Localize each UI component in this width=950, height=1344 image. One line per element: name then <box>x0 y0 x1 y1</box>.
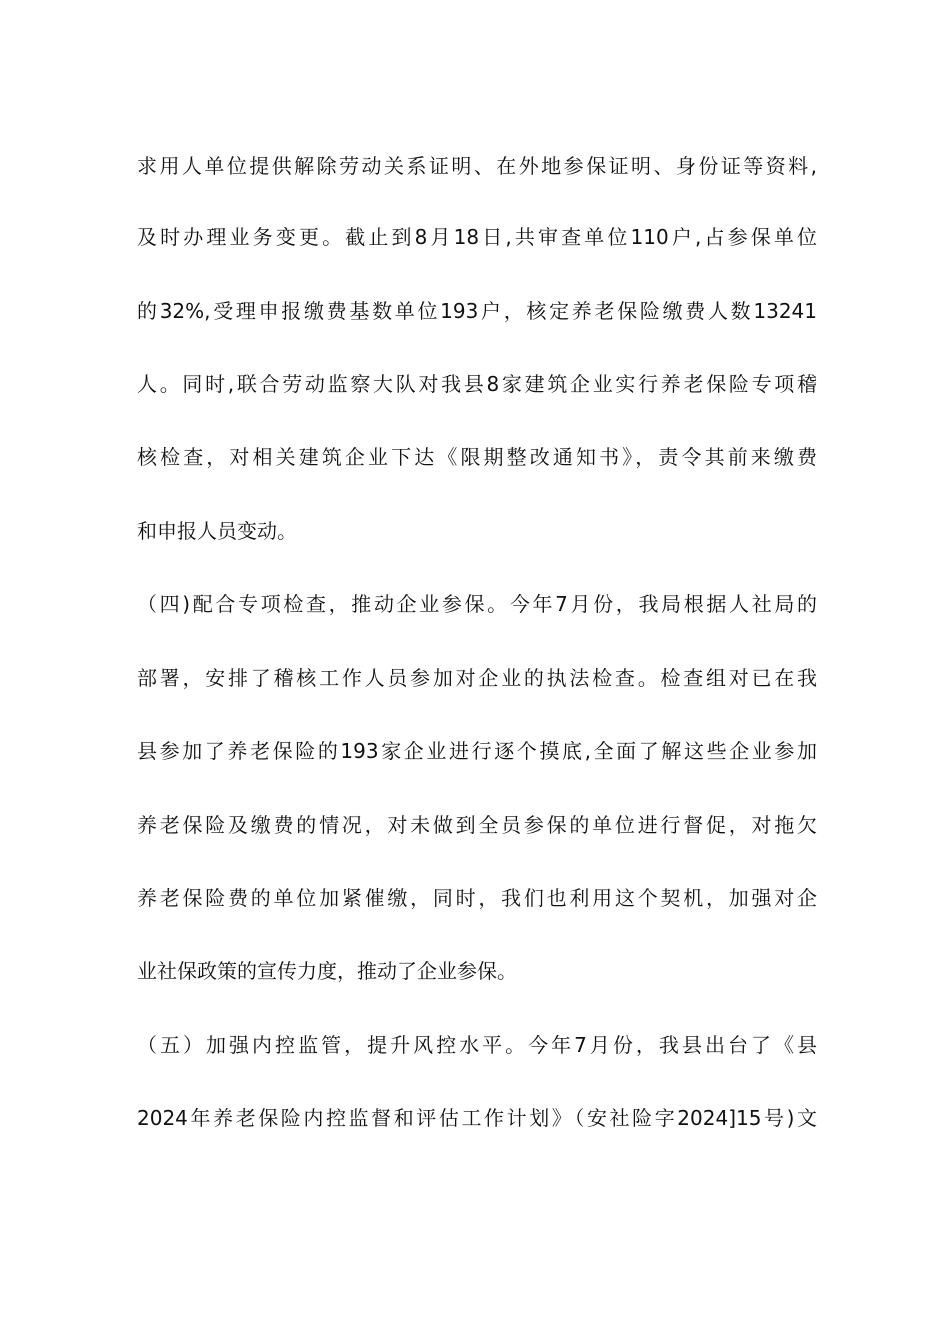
text-line: 部署，安排了稽核工作人员参加对企业的执法检查。检查组对已在我 <box>137 666 817 690</box>
text-line: （五）加强内控监管，提升风控水平。今年7月份，我县出台了《县 <box>137 1033 817 1057</box>
text-line: 求用人单位提供解除劳动关系证明、在外地参保证明、身份证等资料, <box>137 154 817 178</box>
text-line: （四)配合专项检查，推动企业参保。今年7月份，我局根据人社局的 <box>137 592 817 616</box>
text-line: 和申报人员变动。 <box>137 519 297 543</box>
text-line: 县参加了养老保险的193家企业进行逐个摸底,全面了解这些企业参加 <box>137 739 817 763</box>
text-line: 2024年养老保险内控监督和评估工作计划》（安社险字2024]15号)文 <box>137 1106 817 1130</box>
text-line: 及时办理业务变更。截止到8月18日,共审查单位110户,占参保单位 <box>137 225 817 249</box>
text-line: 的32%,受理申报缴费基数单位193户，核定养老保险缴费人数13241 <box>137 299 817 323</box>
text-line: 人。同时,联合劳动监察大队对我县8家建筑企业实行养老保险专项稽 <box>137 372 817 396</box>
text-line: 养老保险费的单位加紧催缴，同时，我们也利用这个契机，加强对企 <box>137 886 817 910</box>
text-line: 核检查，对相关建筑企业下达《限期整改通知书》，责令其前来缴费 <box>137 445 817 469</box>
text-line: 养老保险及缴费的情况，对未做到全员参保的单位进行督促，对拖欠 <box>137 813 817 837</box>
text-line: 业社保政策的宣传力度，推动了企业参保。 <box>137 959 517 983</box>
